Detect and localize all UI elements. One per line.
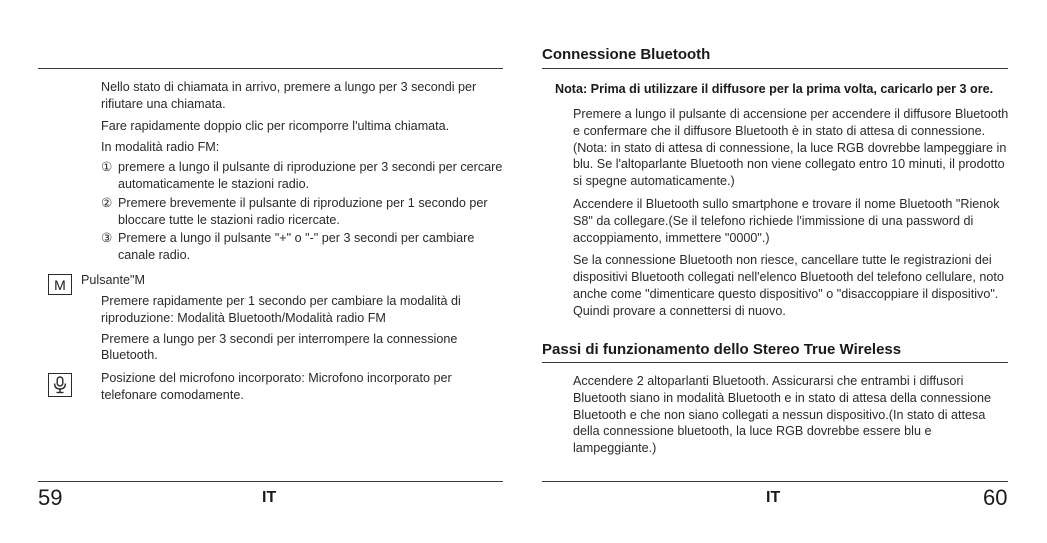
bt-paragraph-pairing: Accendere il Bluetooth sullo smartphone e trovare il nome Bluetooth "Rienok S8" da collegare.(Se il telefono richiede l'immissione di una password di accoppiamento, immettere "0000".) (573, 196, 1000, 245)
paragraph-redial: Fare rapidamente doppio clic per ricomporre l'ultima chiamata. (101, 118, 450, 133)
right-top-rule (542, 68, 1008, 69)
left-intro-text (101, 79, 505, 264)
m-button-label: Pulsante"M (81, 273, 145, 287)
microphone-description: Posizione del microfono incorporato: Microfono incorporato per telefonare comodamente. (101, 371, 452, 402)
m-icon-letter: M (54, 276, 66, 293)
fm-item-2-text: Premere brevemente il pulsante di riproduzione per 1 secondo per bloccare tutte le stazioni radio ricercate. (118, 195, 488, 227)
m-paragraph-switch-mode: Premere rapidamente per 1 secondo per cambiare la modalità di riproduzione: Modalità Bluetooth/Modalità radio FM (101, 294, 461, 325)
fm-item-1 (101, 159, 505, 193)
m-button-description (101, 293, 505, 364)
bt-paragraph-troubleshoot: Se la connessione Bluetooth non riesce, cancellare tutte le registrazioni dei dispositivi Bluetooth collegati nell'elenco Bluetooth del telefono cellulare, noto anche come "dimenticare questo dispositivo" o "disaccoppiare il dispositivo". Quindi provare a connettersi di nuovo. (573, 253, 1004, 318)
first-use-note: Nota: Prima di utilizzare il diffusore per la prima volta, caricarlo per 3 ore. (555, 82, 994, 96)
bluetooth-connection-heading: Connessione Bluetooth (542, 46, 711, 63)
left-language-code: IT (262, 489, 277, 506)
right-language-code: IT (766, 489, 781, 506)
tws-instructions: Accendere 2 altoparlanti Bluetooth. Assicurarsi che entrambi i diffusori Bluetooth siano in modalità Bluetooth e in stato di attesa della connessione Bluetooth e che non siano collegati a nessun dispositivo.(In stato di attesa della connessione bluetooth, la luce RGB dovrebbe essere blu e lampeggiante.) (573, 374, 991, 456)
circled-number-3: ③ (101, 231, 113, 246)
fm-item-1-text: premere a lungo il pulsante di riproduzione per 3 secondi per cercare automaticamente le stazioni radio. (118, 160, 503, 191)
circled-number-2: ② (101, 195, 113, 210)
left-top-rule (38, 68, 503, 69)
paragraph-reject-call: Nello stato di chiamata in arrivo, premere a lungo per 3 secondi per rifiutare una chiamata. (101, 80, 477, 111)
right-bottom-rule (542, 481, 1008, 482)
left-page-number: 59 (38, 485, 63, 510)
bt-paragraph-power-on: Premere a lungo il pulsante di accensione per accendere il diffusore Bluetooth e confermare che il diffusore Bluetooth è in stato di attesa di connessione. (Nota: in stato di attesa di connessione, la luce RGB dovrebbe lampeggiare in blu. Se l'altoparlante Bluetooth non viene collegato entro 10 minuti, il prodotto si spegne automaticamente.) (573, 107, 1009, 189)
m-button-icon (48, 274, 72, 295)
paragraph-fm-mode: In modalità radio FM: (101, 140, 220, 155)
right-page-number: 60 (983, 485, 1008, 510)
fm-item-2 (101, 195, 505, 229)
m-paragraph-disconnect: Premere a lungo per 3 secondi per interrompere la connessione Bluetooth. (101, 331, 458, 363)
left-bottom-rule (38, 481, 503, 482)
fm-item-3 (101, 230, 505, 264)
circled-number-1: ① (101, 160, 113, 175)
fm-item-3-text: Premere a lungo il pulsante "+" o "-" per 3 secondi per cambiare canale radio. (118, 231, 475, 263)
microphone-icon (48, 373, 72, 397)
right-middle-rule (542, 362, 1008, 363)
bluetooth-instructions (573, 106, 1011, 320)
tws-heading: Passi di funzionamento dello Stereo True Wireless (542, 341, 902, 358)
